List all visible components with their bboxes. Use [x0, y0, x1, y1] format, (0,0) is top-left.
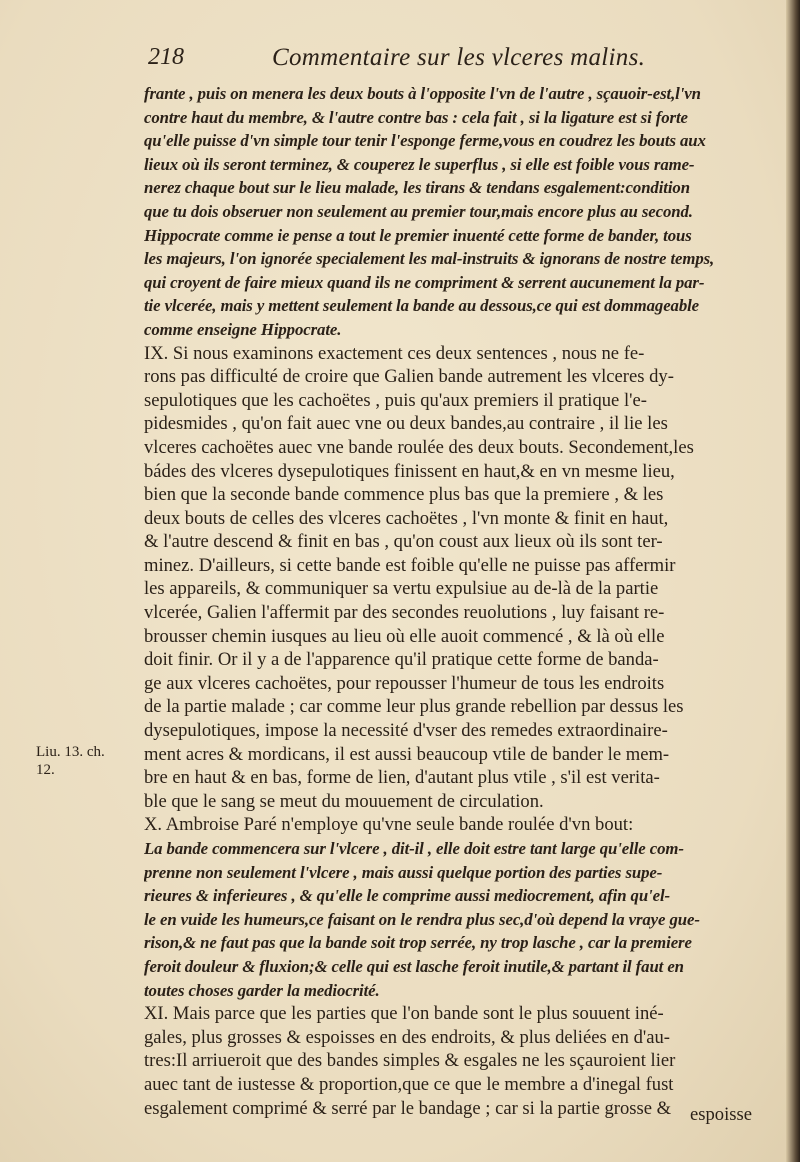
text-line: feroit douleur & fluxion;& celle qui est lasche feroit inutile,& partant il faut en: [144, 956, 684, 976]
text-line: IX. Si nous examinons exactement ces deux sentences , nous ne fe-: [144, 342, 645, 364]
text-line: esgalement comprimé & serré par le bandage ; car si la partie grosse &: [144, 1097, 672, 1119]
text-line: deux bouts de celles des vlceres cachoëtes , l'vn monte & finit en haut,: [144, 507, 669, 529]
text-line: brousser chemin iusques au lieu où elle auoit commencé , & là où elle: [144, 625, 665, 647]
margin-note: [36, 743, 105, 779]
text-line: de la partie malade ; car comme leur plus grande rebellion par dessus les: [144, 696, 684, 718]
text-line: que tu dois obseruer non seulement au premier tour,mais encore plus au second.: [144, 201, 693, 221]
text-line: les appareils, & communiquer sa vertu expulsiue au de-là de la partie: [144, 578, 659, 600]
text-line: La bande commencera sur l'vlcere , dit-il , elle doit estre tant large qu'elle com-: [144, 839, 684, 858]
text-line: ment acres & mordicans, il est aussi beaucoup vtile de bander le mem-: [144, 743, 670, 765]
text-line: contre haut du membre, & l'autre contre bas : cela fait , si la ligature est si forte: [144, 107, 688, 127]
page-header: [148, 44, 748, 78]
text-line: vlceres cachoëtes auec vne bande roulée des deux bouts. Secondement,les: [144, 436, 694, 458]
text-line: bádes des vlceres dysepulotiques finissent en haut,& en vn mesme lieu,: [144, 460, 675, 482]
text-line: minez. D'ailleurs, si cette bande est foible qu'elle ne puisse pas affermir: [144, 554, 676, 576]
text-line: doit finir. Or il y a de l'apparence qu'il pratique cette forme de banda-: [144, 649, 659, 671]
text-line: nerez chaque bout sur le lieu malade, les tirans & tendans esgalement:condition: [144, 178, 690, 198]
text-line: qu'elle puisse d'vn simple tour tenir l'esponge ferme,vous en coudrez les bouts aux: [144, 131, 706, 151]
text-line: gales, plus grosses & espoisses en des endroits, & plus deliées en d'au-: [144, 1026, 670, 1048]
text-line: bre en haut & en bas, forme de lien, d'autant plus vtile , s'il est verita-: [144, 767, 660, 789]
text-line: XI. Mais parce que les parties que l'on bande sont le plus souuent iné-: [144, 1003, 664, 1025]
text-line: toutes choses garder la mediocrité.: [144, 980, 380, 1000]
text-line: frante , puis on menera les deux bouts à l'opposite l'vn de l'autre , sçauoir-est,l'vn: [144, 84, 701, 103]
running-title: Commentaire sur les vlceres malins.: [272, 44, 646, 71]
text-line: rison,& ne faut pas que la bande soit trop serrée, ny trop lasche , car la premiere: [144, 933, 692, 953]
text-line: pidesmides , qu'on fait auec vne ou deux bandes,au contraire , il lie les: [144, 413, 668, 435]
text-line: lieux où ils seront terminez, & couperez le superflus , si elle est foible vous rame-: [144, 154, 695, 174]
margin-note-line: 12.: [36, 762, 55, 778]
text-line: dysepulotiques, impose la necessité d'vser des remedes extraordinaire-: [144, 720, 668, 742]
text-line: X. Ambroise Paré n'employe qu'vne seule bande roulée d'vn bout:: [144, 814, 634, 836]
text-line: rieures & inferieures , & qu'elle le comprime aussi mediocrement, afin qu'el-: [144, 886, 671, 906]
text-line: bien que la seconde bande commence plus bas que la premiere , & les: [144, 484, 664, 506]
book-gutter: [786, 0, 800, 1162]
text-line: Hippocrate comme ie pense a tout le premier inuenté cette forme de bander, tous: [144, 225, 692, 245]
text-line: auec tant de iustesse & proportion,que ce que le membre a d'inegal fust: [144, 1073, 674, 1095]
text-line: & l'autre descend & finit en bas , qu'on coust aux lieux où ils sont ter-: [144, 531, 663, 553]
text-line: sepulotiques que les cachoëtes , puis qu'aux premiers il pratique l'e-: [144, 389, 647, 411]
text-line: rons pas difficulté de croire que Galien bande autrement les vlceres dy-: [144, 366, 674, 388]
text-line: tres:Il arriueroit que des bandes simples & esgales ne les sçauroient lier: [144, 1050, 676, 1072]
text-line: le en vuide les humeurs,ce faisant on le rendra plus sec,d'où depend la vraye gue-: [144, 909, 700, 929]
text-line: les majeurs, l'on ignorée specialement les mal-instruits & ignorans de nostre temps,: [144, 249, 715, 269]
text-line: tie vlcerée, mais y mettent seulement la bande au dessous,ce qui est dommageable: [144, 296, 700, 316]
text-line: ble que le sang se meut du mouuement de circulation.: [144, 790, 544, 812]
text-line: vlcerée, Galien l'affermit par des secondes reuolutions , luy faisant re-: [144, 602, 665, 624]
catch-word: espoisse: [690, 1104, 752, 1125]
text-line: prenne non seulement l'vlcere , mais aussi quelque portion des parties supe-: [144, 862, 663, 882]
page-number: 218: [148, 44, 184, 70]
margin-note-line: Liu. 13. ch.: [36, 744, 105, 760]
text-line: comme enseigne Hippocrate.: [144, 319, 342, 339]
text-line: qui croyent de faire mieux quand ils ne compriment & serrent aucunement la par-: [144, 272, 705, 292]
body-text: [144, 82, 764, 1120]
text-line: ge aux vlceres cachoëtes, pour repousser l'humeur de tous les endroits: [144, 672, 665, 694]
